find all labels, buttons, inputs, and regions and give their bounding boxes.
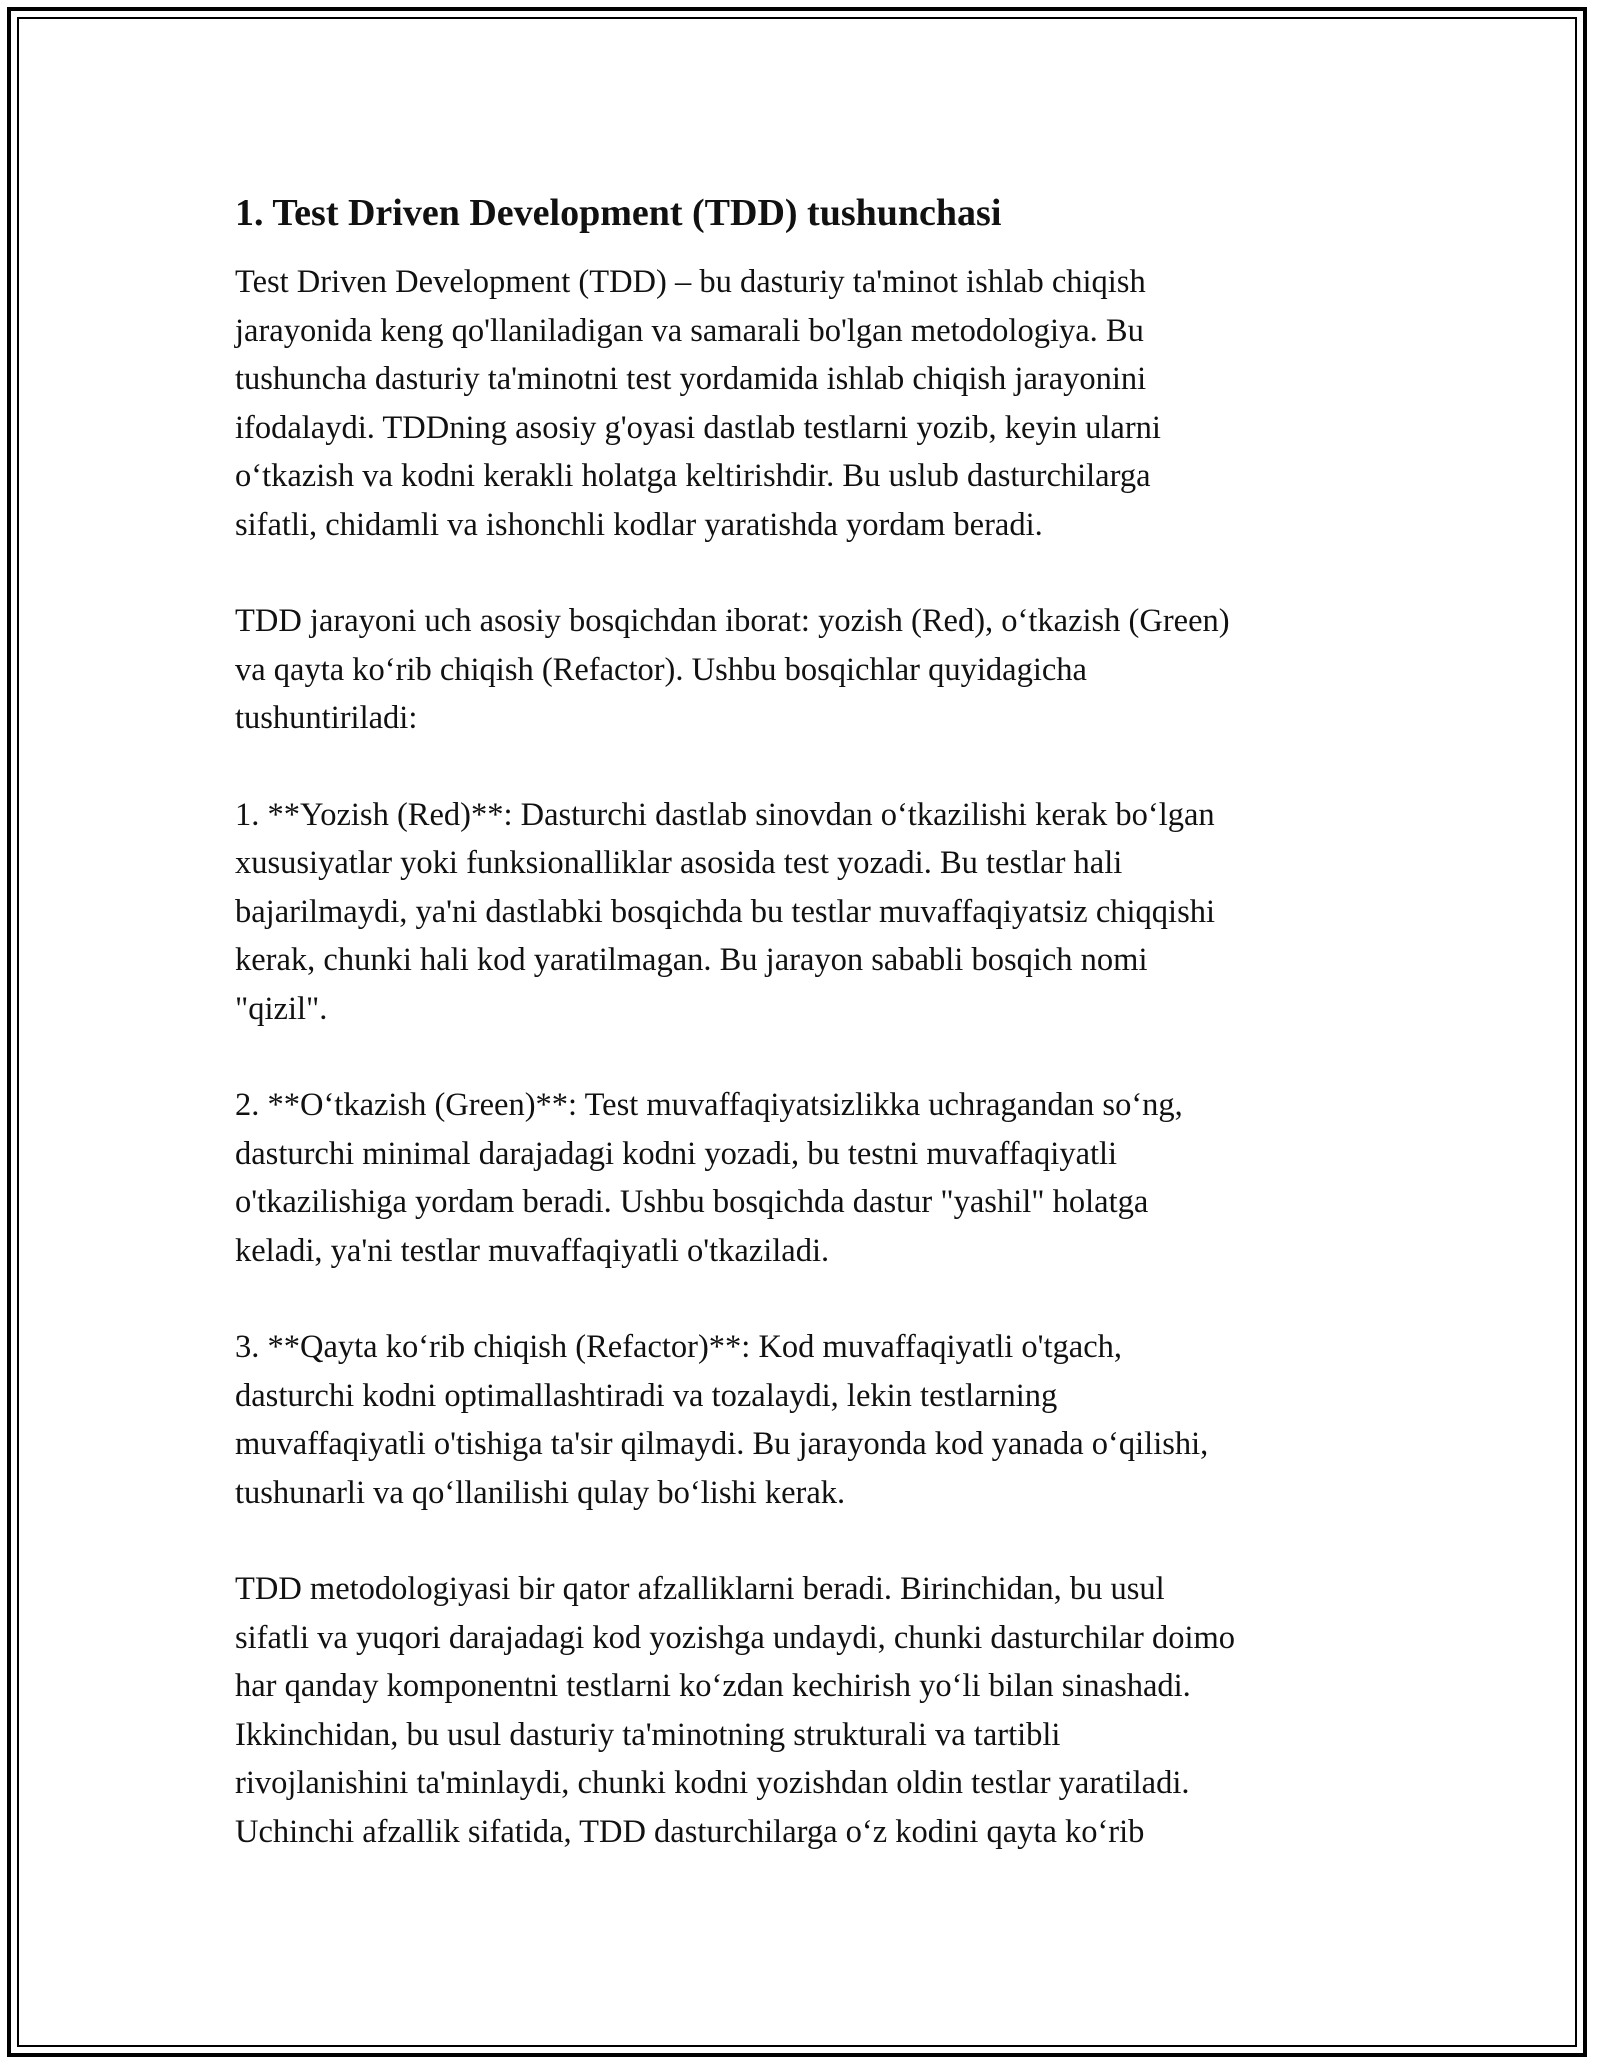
- document-body: [235, 186, 1375, 1904]
- paragraph-intro: [235, 258, 1375, 549]
- text-line: dasturchi minimal darajadagi kodni yozadi, bu testni muvaffaqiyatli: [235, 1135, 1118, 1172]
- paragraph-stages-overview: [235, 597, 1375, 743]
- text-line: rivojlanishini ta'minlaydi, chunki kodni yozishdan oldin testlar yaratiladi.: [235, 1765, 1190, 1801]
- text-line: har qanday komponentni testlarni ko‘zdan kechirish yo‘li bilan sinashadi.: [235, 1668, 1191, 1704]
- text-line: Ikkinchidan, bu usul dasturiy ta'minotning strukturali va tartibli: [235, 1716, 1061, 1753]
- paragraph-stage-refactor: [235, 1323, 1375, 1517]
- text-line: keladi, ya'ni testlar muvaffaqiyatli o'tkaziladi.: [235, 1232, 830, 1269]
- text-line: va qayta ko‘rib chiqish (Refactor). Ushbu bosqichlar quyidagicha: [235, 651, 1087, 688]
- text-line: o‘tkazish va kodni kerakli holatga keltirishdir. Bu uslub dasturchilarga: [235, 458, 1151, 494]
- text-line: TDD metodologiyasi bir qator afzalliklarni beradi. Birinchidan, bu usul: [235, 1571, 1165, 1607]
- text-line: sifatli va yuqori darajadagi kod yozishga undaydi, chunki dasturchilar doimo: [235, 1619, 1236, 1656]
- text-line: "qizil".: [235, 990, 328, 1027]
- text-line: Test Driven Development (TDD) – bu dasturiy ta'minot ishlab chiqish: [235, 264, 1146, 300]
- text-line: tushuncha dasturiy ta'minotni test yordamida ishlab chiqish jarayonini: [235, 361, 1147, 397]
- section-heading: 1. Test Driven Development (TDD) tushunchasi: [235, 192, 1002, 234]
- text-line: tushuntiriladi:: [235, 700, 418, 736]
- text-line: bajarilmaydi, ya'ni dastlabki bosqichda bu testlar muvaffaqiyatsiz chiqqishi: [235, 893, 1216, 930]
- paragraph-stage-green: [235, 1081, 1375, 1275]
- text-line: jarayonida keng qo'llaniladigan va samarali bo'lgan metodologiya. Bu: [235, 312, 1144, 349]
- text-line: Uchinchi afzallik sifatida, TDD dasturchilarga o‘z kodini qayta ko‘rib: [235, 1813, 1145, 1850]
- text-line: xususiyatlar yoki funksionalliklar asosida test yozadi. Bu testlar hali: [235, 845, 1123, 881]
- text-line: dasturchi kodni optimallashtiradi va tozalaydi, lekin testlarning: [235, 1377, 1058, 1414]
- text-line: sifatli, chidamli va ishonchli kodlar yaratishda yordam beradi.: [235, 506, 1043, 543]
- text-line: muvaffaqiyatli o'tishiga ta'sir qilmaydi. Bu jarayonda kod yanada o‘qilishi,: [235, 1426, 1209, 1462]
- text-line: o'tkazilishiga yordam beradi. Ushbu bosqichda dastur "yashil" holatga: [235, 1184, 1149, 1220]
- paragraph-stage-red: [235, 791, 1375, 1034]
- text-line: TDD jarayoni uch asosiy bosqichdan iborat: yozish (Red), o‘tkazish (Green): [235, 603, 1230, 639]
- paragraph-advantages: [235, 1565, 1375, 1856]
- text-line: ifodalaydi. TDDning asosiy g'oyasi dastlab testlarni yozib, keyin ularni: [235, 409, 1161, 446]
- text-line: kerak, chunki hali kod yaratilmagan. Bu jarayon sababli bosqich nomi: [235, 942, 1148, 978]
- text-line: tushunarli va qo‘llanilishi qulay bo‘lishi kerak.: [235, 1474, 846, 1511]
- text-line: 1. **Yozish (Red)**: Dasturchi dastlab sinovdan o‘tkazilishi kerak bo‘lgan: [235, 796, 1215, 833]
- text-line: 2. **O‘tkazish (Green)**: Test muvaffaqiyatsizlikka uchragandan so‘ng,: [235, 1087, 1183, 1123]
- text-line: 3. **Qayta ko‘rib chiqish (Refactor)**: Kod muvaffaqiyatli o'tgach,: [235, 1329, 1123, 1365]
